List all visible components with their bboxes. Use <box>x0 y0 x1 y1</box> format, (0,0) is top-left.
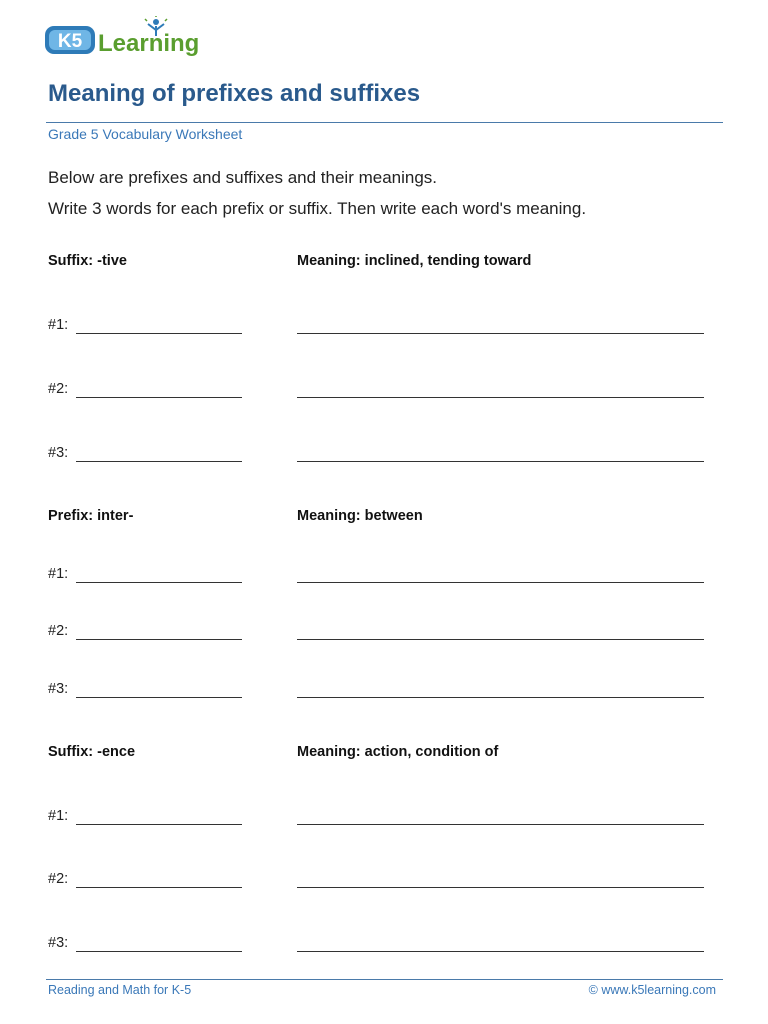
k5-badge <box>45 26 95 54</box>
k5-learning-logo <box>44 16 214 60</box>
answer-row-label: #1: <box>48 808 69 824</box>
footer-divider <box>46 979 723 980</box>
word-answer-blank[interactable] <box>76 951 242 952</box>
word-answer-blank[interactable] <box>76 887 242 888</box>
meaning-answer-blank[interactable] <box>297 887 704 888</box>
meaning-answer-blank[interactable] <box>297 461 704 462</box>
instruction-line: Write 3 words for each prefix or suffix. Then write each word's meaning. <box>48 199 587 218</box>
section-affix-label: Prefix: inter- <box>48 508 134 524</box>
footer-tagline: Reading and Math for K-5 <box>48 983 192 997</box>
meaning-answer-blank[interactable] <box>297 639 704 640</box>
meaning-answer-blank[interactable] <box>297 397 704 398</box>
word-answer-blank[interactable] <box>76 697 242 698</box>
answer-row-label: #1: <box>48 566 69 582</box>
worksheet-subtitle: Grade 5 Vocabulary Worksheet <box>48 126 243 142</box>
footer-website-link[interactable]: © www.k5learning.com <box>588 983 716 997</box>
instruction-line: Below are prefixes and suffixes and their meanings. <box>48 168 438 187</box>
meaning-answer-blank[interactable] <box>297 582 704 583</box>
word-answer-blank[interactable] <box>76 582 242 583</box>
answer-row-label: #2: <box>48 381 69 397</box>
header-divider <box>46 122 723 123</box>
section-affix-label: Suffix: -tive <box>48 253 127 269</box>
answer-row-label: #2: <box>48 871 69 887</box>
page-title: Meaning of prefixes and suffixes <box>48 80 421 107</box>
word-answer-blank[interactable] <box>76 461 242 462</box>
meaning-answer-blank[interactable] <box>297 951 704 952</box>
answer-row-label: #3: <box>48 681 69 697</box>
section-meaning-label: Meaning: inclined, tending toward <box>297 253 532 269</box>
word-answer-blank[interactable] <box>76 333 242 334</box>
answer-row-label: #3: <box>48 445 69 461</box>
svg-text:K5: K5 <box>57 31 83 52</box>
word-answer-blank[interactable] <box>76 397 242 398</box>
section-meaning-label: Meaning: between <box>297 508 423 524</box>
answer-row-label: #3: <box>48 935 69 951</box>
answer-row-label: #2: <box>48 623 69 639</box>
meaning-answer-blank[interactable] <box>297 697 704 698</box>
section-meaning-label: Meaning: action, condition of <box>297 744 499 760</box>
logo-wordmark: Learning <box>98 30 200 57</box>
word-answer-blank[interactable] <box>76 639 242 640</box>
word-answer-blank[interactable] <box>76 824 242 825</box>
meaning-answer-blank[interactable] <box>297 333 704 334</box>
section-affix-label: Suffix: -ence <box>48 744 136 760</box>
answer-row-label: #1: <box>48 317 69 333</box>
meaning-answer-blank[interactable] <box>297 824 704 825</box>
